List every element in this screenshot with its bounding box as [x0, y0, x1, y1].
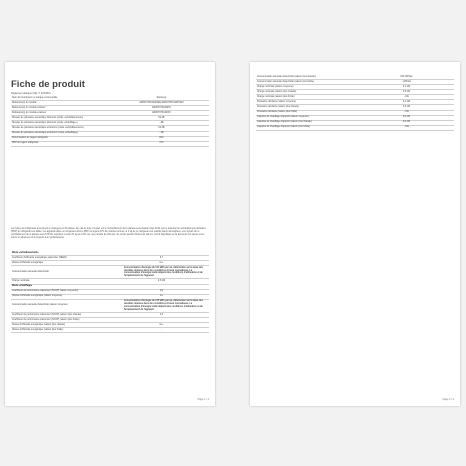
spec-label: Mode «chauffage»: [11, 284, 114, 289]
spec-label: Coefficient de performance saisonnier (SCOP) (saison plus chaude): [11, 312, 114, 317]
spec-row: [11, 141, 209, 146]
spec-label: Consommation annuelle d'électricité (saison moyenne): [11, 299, 114, 312]
regulation-reference: Règlement délégué (UE) n° 626/2011: [11, 92, 51, 95]
spec-value: Consommation d'énergie de 121 kWh par an, déterminée sur la base des résultats obtenus dans des conditions d'essai normalisées. La consommation d'énergie réelle dépend des conditions d'utilisation et de l'emplacement de l'appareil.: [114, 266, 209, 279]
spec-label: PRP de l'agent réfrigérant: [11, 141, 114, 146]
spec-value: 2,5 kW: [359, 105, 454, 110]
spec-label: Référence(s) du modèle extérieur: [11, 111, 114, 116]
spec-value: -: [114, 328, 209, 333]
spec-value: 2,1 kW: [359, 100, 454, 105]
spec-value: 2,5 kW: [359, 90, 454, 95]
spec-value: 0,0 kW: [359, 115, 454, 120]
spec-row: [11, 299, 209, 312]
spec-label: Capacité de chauffage d'appoint (saison moyenne): [256, 115, 359, 120]
spec-value: 4,0: [114, 289, 209, 294]
spec-label: Charge nominale: [11, 279, 114, 284]
spec-value: 54 dB: [114, 116, 209, 121]
spec-label: Capacité de chauffage d'appoint (saison plus froide): [256, 125, 359, 130]
spec-value: -: [114, 318, 209, 323]
document-page-1: [5, 62, 215, 406]
document-page-2: [250, 62, 460, 406]
spec-value: 2,5 kW: [114, 279, 209, 284]
spec-value: 331 kWh/an: [359, 75, 454, 80]
spec-value: - dB: [114, 131, 209, 136]
spec-label: Classe d'efficacité énergétique (saison plus chaude): [11, 323, 114, 328]
spec-value: - kW: [359, 95, 454, 100]
refrigerant-notice: Les fuites de réfrigérants accentuent le changement climatique. En cas de fuite, l'impact sur le réchauffement de la planète sera d'autant plus limité que le potentiel de réchauffement planétaire (PRP) du réfrigérant est faible. Cet appareil utilise un réfrigérant dont le PRP est égal à 675. En d'autres termes, si 1 kg de ce réfrigérant est relâché dans l'atmosphère, son impact sur le réchauffement de la planète sera 675 fois supérieur à celui d'1 kg de CO2, sur une période de 100 ans. Ne tentez jamais d'intervenir dans le circuit frigorifique et de démonter les pièces vous-même et adressez-vous toujours à un professionnel.: [11, 228, 206, 239]
spec-label: Consommation annuelle d'électricité (saison plus froide): [256, 80, 359, 85]
spec-label: Consommation annuelle d'électricité (saison plus chaude): [256, 75, 359, 80]
spec-label: Niveaux de puissance acoustique extérieurs (mode «refroidissement»): [11, 126, 114, 131]
spec-value: AR09TXHCAWKN: [114, 106, 209, 111]
spec-label: Charge nominale (saison moyenne): [256, 85, 359, 90]
spec-label: Classe d'efficacité énergétique (saison moyenne): [11, 294, 114, 299]
spec-label: Référence(s) du modèle: [11, 101, 114, 106]
spec-value: - kWh/an: [359, 80, 454, 85]
spec-value: A++: [114, 323, 209, 328]
page-number: Page 1 / 2: [197, 398, 209, 401]
spec-label: Classe d'efficacité énergétique: [11, 261, 114, 266]
spec-row: [11, 266, 209, 279]
spec-value: 2,1 kW: [359, 85, 454, 90]
spec-value: 4,6: [114, 312, 209, 317]
spec-label: Puissance déclarée (saison plus chaude): [256, 105, 359, 110]
spec-value: - dB: [114, 121, 209, 126]
spec-value: Samsung: [114, 96, 209, 101]
spec-label: Charge nominale (saison plus chaude): [256, 90, 359, 95]
spec-value: R32: [114, 136, 209, 141]
spec-label: Niveaux de puissance acoustique intérieurs (mode «chauffage»): [11, 121, 114, 126]
spec-label: Puissance déclarée (saison plus froide): [256, 110, 359, 115]
spec-label: Référence(s) du modèle intérieur: [11, 106, 114, 111]
spec-label: Consommation annuelle d'électricité: [11, 266, 114, 279]
spec-value: 675: [114, 141, 209, 146]
spec-label: Coefficient de performance saisonnier (SCOP) (saison plus froide): [11, 318, 114, 323]
spec-value: 6,7: [114, 256, 209, 261]
spec-label: Dénomination de l'agent réfrigérant: [11, 136, 114, 141]
spec-value: AR09TXHCAWKNEU/AR09TXHCAWKXEU: [114, 101, 209, 106]
spec-label: Coefficient de performance saisonnier (SCOP) (saison moyenne): [11, 289, 114, 294]
spec-value: - kW: [359, 125, 454, 130]
spec-label: Niveaux de puissance acoustique extérieurs (mode «chauffage»): [11, 131, 114, 136]
spec-value: A+: [114, 294, 209, 299]
spec-label: Nom du fournisseur ou marque commerciale: [11, 96, 114, 101]
spec-label: Mode «refroidissement»: [11, 251, 114, 256]
spec-value: A++: [114, 261, 209, 266]
spec-label: Coefficient d'efficacité énergétique saisonnier (SEER): [11, 256, 114, 261]
page-title: Fiche de produit: [11, 79, 85, 90]
spec-value: AR09TXHCAWKX: [114, 111, 209, 116]
spec-value: Consommation d'énergie de 735 kWh par an, déterminée sur la base des résultats obtenus dans des conditions d'essai normalisées. La consommation d'énergie réelle dépend des conditions d'utilisation et de l'emplacement de l'appareil.: [114, 299, 209, 312]
spec-label: Classe d'efficacité énergétique (saison plus froide): [11, 328, 114, 333]
spec-label: Niveaux de puissance acoustique intérieurs (mode «refroidissement»): [11, 116, 114, 121]
spec-label: Charge nominale (saison plus froide): [256, 95, 359, 100]
spec-value: - kW: [359, 110, 454, 115]
page-number: Page 2 / 2: [442, 398, 454, 401]
spec-value: 63 dB: [114, 126, 209, 131]
product-spec-table-bottom: [11, 251, 209, 333]
spec-row: [256, 125, 454, 130]
product-spec-table-page2: [256, 75, 454, 131]
spec-label: Capacité de chauffage d'appoint (saison plus chaude): [256, 120, 359, 125]
spec-row: [11, 328, 209, 333]
spec-value: 0,0 kW: [359, 120, 454, 125]
spec-label: Puissance déclarée (saison moyenne): [256, 100, 359, 105]
product-spec-table-top: [11, 96, 209, 147]
